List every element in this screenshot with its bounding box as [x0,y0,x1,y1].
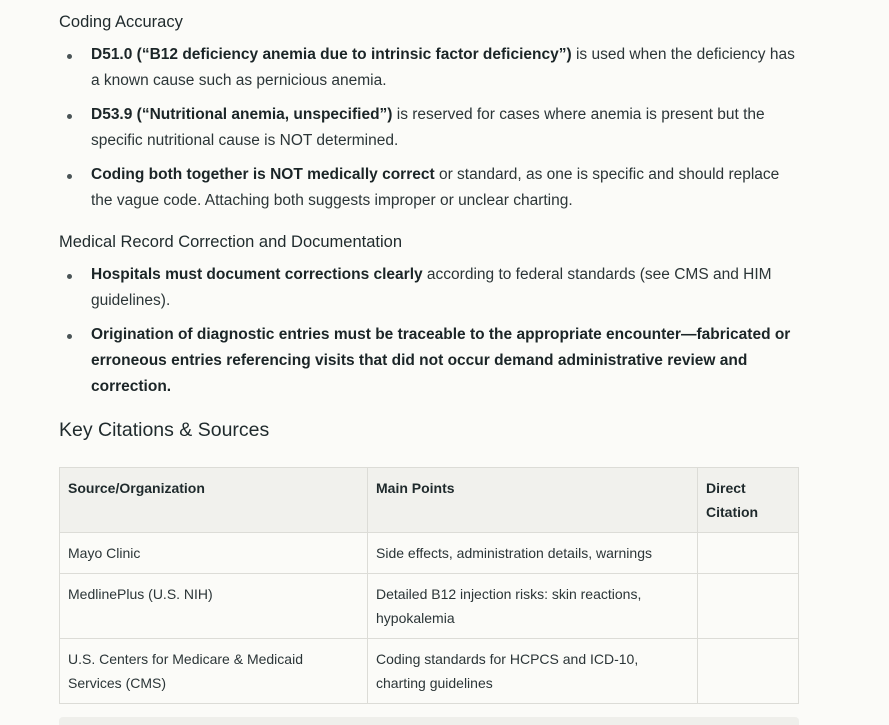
table-header-row [60,468,799,533]
section-heading-key-citations: Key Citations & Sources [59,419,270,441]
table-cell-direct-citation [698,533,799,574]
bullet-icon [67,54,72,59]
medical-record-list [59,262,799,408]
bullet-icon [67,334,72,339]
table-cell-main-points: Side effects, administration details, warnings [368,533,698,574]
column-header-source: Source/Organization [60,468,368,533]
list-item-bold: D51.0 (“B12 deficiency anemia due to intrinsic factor deficiency”) [91,46,572,63]
section-heading-medical-record: Medical Record Correction and Documentation [59,233,403,251]
column-header-main-points: Main Points [368,468,698,533]
bullet-icon [67,114,72,119]
list-item [59,162,799,214]
table-cell-source: Mayo Clinic [60,533,368,574]
list-item-bold: D53.9 (“Nutritional anemia, unspecified”) [91,106,393,123]
list-item-bold: Hospitals must document corrections clearly [91,266,423,283]
list-item-text: is reserved for cases where anemia is present but the specific nutritional cause is NOT determined. [91,106,765,149]
citations-table [59,467,799,704]
table-cell-direct-citation [698,639,799,704]
table-cell-direct-citation [698,574,799,639]
coding-accuracy-list [59,42,799,222]
table-row [60,533,799,574]
table-cell-source: MedlinePlus (U.S. NIH) [60,574,368,639]
list-item [59,262,799,314]
list-item [59,42,799,94]
list-item [59,322,799,400]
section-heading-coding-accuracy: Coding Accuracy [59,13,183,31]
table-row [60,639,799,704]
bullet-icon [67,174,72,179]
list-item [59,102,799,154]
list-item-bold: Origination of diagnostic entries must be traceable to the appropriate encounter—fabricated or erroneous entries referencing visits that did not occur demand administrative review and correction. [91,326,791,395]
next-block-edge [59,717,799,725]
list-item-text: is used when the deficiency has a known cause such as pernicious anemia. [91,46,795,89]
list-item-bold: Coding both together is NOT medically correct [91,166,435,183]
table-cell-source: U.S. Centers for Medicare & Medicaid Services (CMS) [60,639,368,704]
table-cell-main-points: Detailed B12 injection risks: skin reactions, hypokalemia [368,574,698,639]
column-header-direct-citation: Direct Citation [698,468,799,533]
table-cell-main-points: Coding standards for HCPCS and ICD-10, charting guidelines [368,639,698,704]
list-item-text: or standard, as one is specific and should replace the vague code. Attaching both suggests improper or unclear charting. [91,166,780,209]
list-item-text: according to federal standards (see CMS and HIM guidelines). [91,266,772,309]
table-row [60,574,799,639]
bullet-icon [67,274,72,279]
